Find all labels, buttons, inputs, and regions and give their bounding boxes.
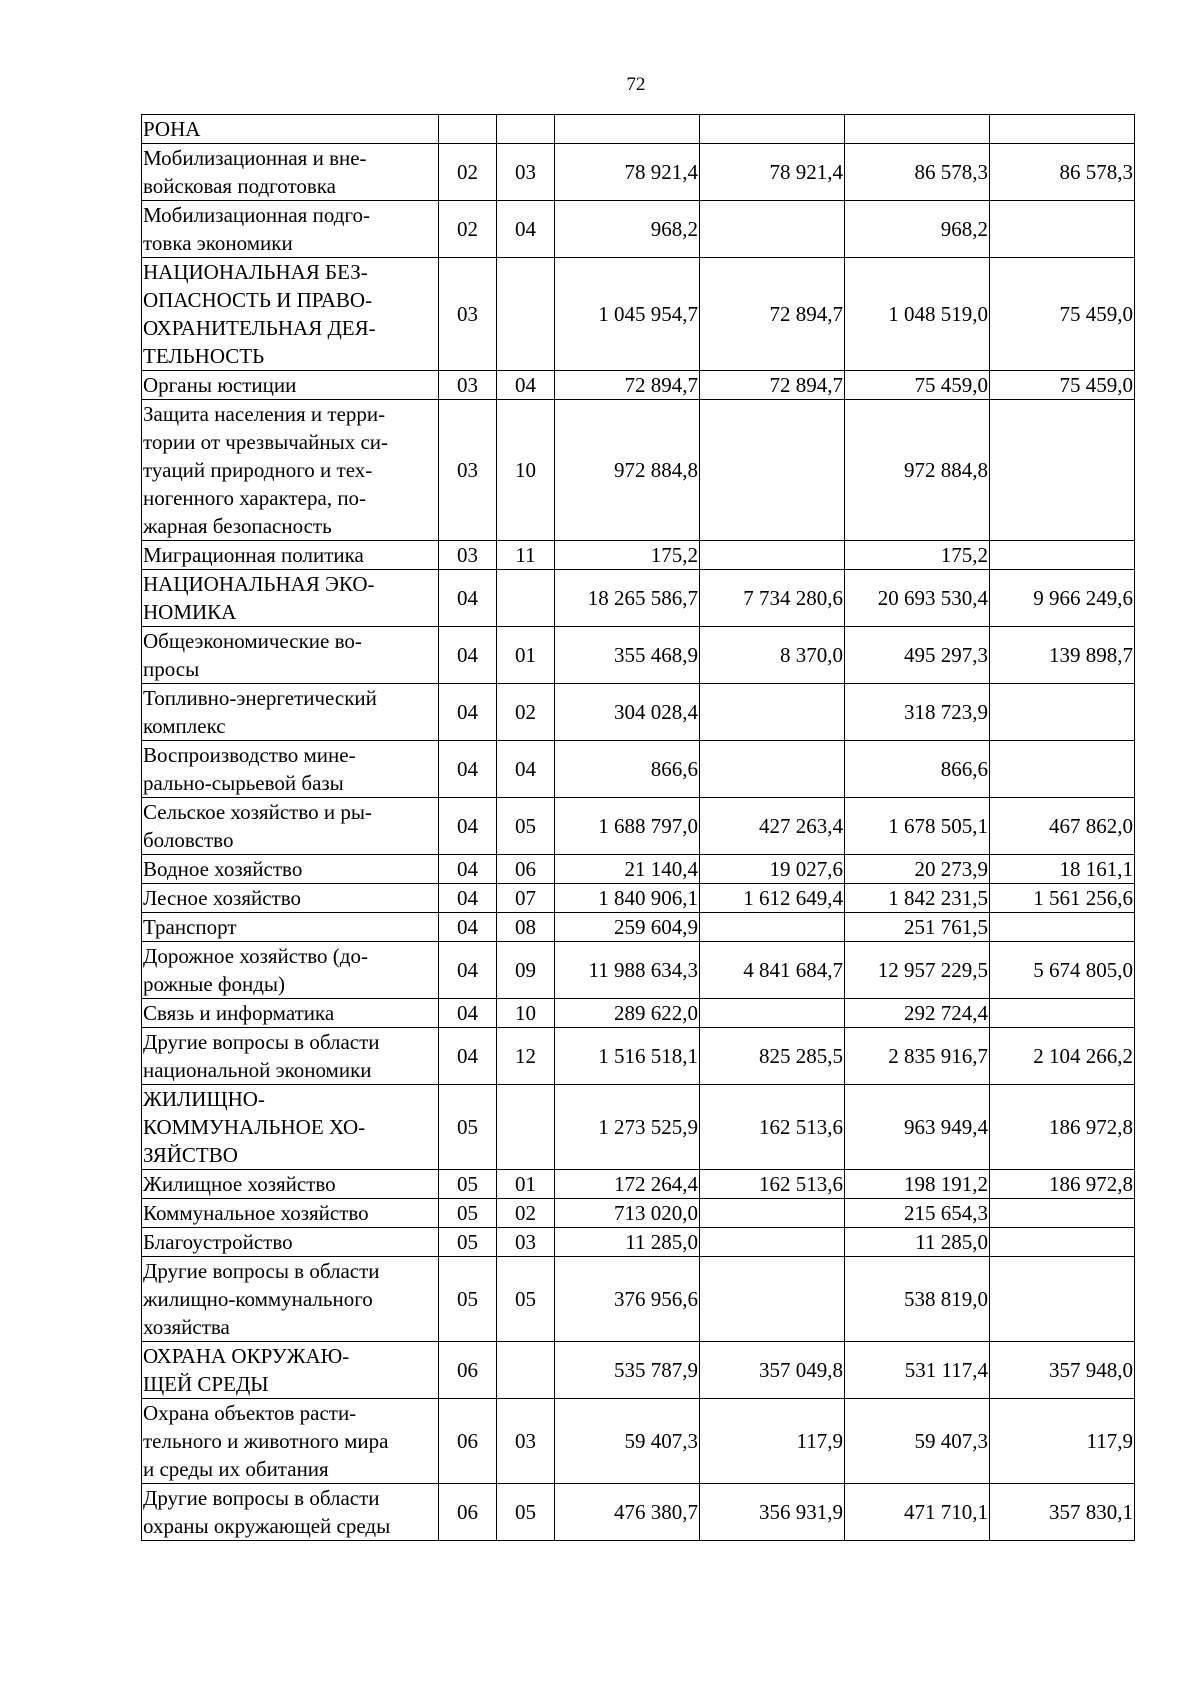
row-name-cell	[142, 144, 439, 201]
amount-cell-1: 18 265 586,7	[555, 570, 700, 627]
subsection-code-cell: 03	[497, 1228, 555, 1257]
amount-cell-1: 968,2	[555, 201, 700, 258]
row-name-line: Жилищное хозяйство	[143, 1172, 336, 1196]
section-code-cell: 04	[439, 884, 497, 913]
subsection-code-cell: 10	[497, 999, 555, 1028]
subsection-code-cell: 05	[497, 1257, 555, 1342]
amount-cell-1: 11 285,0	[555, 1228, 700, 1257]
subsection-code-cell	[497, 115, 555, 144]
row-name-line: Топливно-энергетический	[143, 686, 377, 710]
amount-cell-3: 1 842 231,5	[845, 884, 990, 913]
row-name-cell	[142, 1484, 439, 1541]
amount-cell-1: 172 264,4	[555, 1170, 700, 1199]
amount-cell-1: 1 045 954,7	[555, 258, 700, 371]
table-row	[142, 570, 1135, 627]
row-name-line: боловство	[143, 828, 234, 852]
amount-cell-3: 1 048 519,0	[845, 258, 990, 371]
amount-cell-2	[700, 1228, 845, 1257]
row-name-line: Другие вопросы в области	[143, 1259, 380, 1283]
section-code-cell: 03	[439, 400, 497, 541]
amount-cell-1: 78 921,4	[555, 144, 700, 201]
row-name-cell	[142, 884, 439, 913]
amount-cell-3: 251 761,5	[845, 913, 990, 942]
amount-cell-4: 186 972,8	[990, 1170, 1135, 1199]
amount-cell-1	[555, 115, 700, 144]
row-name-line: КОММУНАЛЬНОЕ ХО-	[143, 1115, 366, 1139]
subsection-code-cell: 02	[497, 1199, 555, 1228]
row-name-cell	[142, 942, 439, 999]
amount-cell-2: 427 263,4	[700, 798, 845, 855]
amount-cell-1: 376 956,6	[555, 1257, 700, 1342]
row-name-cell	[142, 1342, 439, 1399]
section-code-cell: 06	[439, 1399, 497, 1484]
amount-cell-2	[700, 741, 845, 798]
row-name-line: Водное хозяйство	[143, 857, 303, 881]
table-row	[142, 1028, 1135, 1085]
table-row	[142, 541, 1135, 570]
row-name-line: ОХРАНА ОКРУЖАЮ-	[143, 1344, 350, 1368]
row-name-line: ногенного характера, по-	[143, 486, 367, 510]
amount-cell-2: 78 921,4	[700, 144, 845, 201]
subsection-code-cell	[497, 1342, 555, 1399]
amount-cell-4	[990, 541, 1135, 570]
row-name-line: ОХРАНИТЕЛЬНАЯ ДЕЯ-	[143, 316, 376, 340]
budget-table	[141, 114, 1135, 1541]
amount-cell-1: 1 688 797,0	[555, 798, 700, 855]
section-code-cell: 05	[439, 1228, 497, 1257]
section-code-cell: 02	[439, 201, 497, 258]
section-code-cell: 06	[439, 1342, 497, 1399]
subsection-code-cell: 01	[497, 1170, 555, 1199]
amount-cell-2: 357 049,8	[700, 1342, 845, 1399]
amount-cell-4: 75 459,0	[990, 371, 1135, 400]
row-name-line: охраны окружающей среды	[143, 1514, 391, 1538]
amount-cell-2: 19 027,6	[700, 855, 845, 884]
row-name-line: Миграционная политика	[143, 543, 364, 567]
row-name-cell	[142, 1028, 439, 1085]
row-name-line: Коммунальное хозяйство	[143, 1201, 369, 1225]
row-name-cell	[142, 1228, 439, 1257]
amount-cell-4: 9 966 249,6	[990, 570, 1135, 627]
amount-cell-4: 357 948,0	[990, 1342, 1135, 1399]
amount-cell-1: 59 407,3	[555, 1399, 700, 1484]
row-name-line: Лесное хозяйство	[143, 886, 301, 910]
table-row	[142, 913, 1135, 942]
subsection-code-cell: 11	[497, 541, 555, 570]
row-name-line: Транспорт	[143, 915, 237, 939]
row-name-line: товка экономики	[143, 231, 293, 255]
row-name-cell	[142, 741, 439, 798]
amount-cell-3: 86 578,3	[845, 144, 990, 201]
table-row	[142, 1199, 1135, 1228]
amount-cell-3: 471 710,1	[845, 1484, 990, 1541]
amount-cell-3: 75 459,0	[845, 371, 990, 400]
amount-cell-2	[700, 1199, 845, 1228]
amount-cell-1: 866,6	[555, 741, 700, 798]
subsection-code-cell: 03	[497, 1399, 555, 1484]
subsection-code-cell: 04	[497, 741, 555, 798]
row-name-line: национальной экономики	[143, 1058, 372, 1082]
amount-cell-3: 531 117,4	[845, 1342, 990, 1399]
subsection-code-cell: 05	[497, 798, 555, 855]
subsection-code-cell: 05	[497, 1484, 555, 1541]
row-name-line: Другие вопросы в области	[143, 1030, 380, 1054]
subsection-code-cell: 04	[497, 201, 555, 258]
table-row	[142, 1228, 1135, 1257]
row-name-cell	[142, 570, 439, 627]
row-name-line: тории от чрезвычайных си-	[143, 430, 389, 454]
amount-cell-1: 259 604,9	[555, 913, 700, 942]
amount-cell-3: 495 297,3	[845, 627, 990, 684]
row-name-cell	[142, 371, 439, 400]
row-name-line: войсковая подготовка	[143, 174, 336, 198]
row-name-cell	[142, 1085, 439, 1170]
row-name-line: Воспроизводство мине-	[143, 743, 356, 767]
row-name-line: Охрана объектов расти-	[143, 1401, 357, 1425]
amount-cell-4	[990, 1199, 1135, 1228]
table-row	[142, 1257, 1135, 1342]
amount-cell-2: 7 734 280,6	[700, 570, 845, 627]
row-name-cell	[142, 684, 439, 741]
row-name-cell	[142, 1257, 439, 1342]
row-name-line: Другие вопросы в области	[143, 1486, 380, 1510]
amount-cell-4: 86 578,3	[990, 144, 1135, 201]
subsection-code-cell	[497, 1085, 555, 1170]
row-name-cell	[142, 999, 439, 1028]
table-row	[142, 400, 1135, 541]
row-name-line: ОПАСНОСТЬ И ПРАВО-	[143, 288, 373, 312]
amount-cell-4: 1 561 256,6	[990, 884, 1135, 913]
amount-cell-3: 318 723,9	[845, 684, 990, 741]
amount-cell-2: 162 513,6	[700, 1085, 845, 1170]
amount-cell-3: 59 407,3	[845, 1399, 990, 1484]
amount-cell-4	[990, 999, 1135, 1028]
row-name-cell	[142, 115, 439, 144]
section-code-cell: 04	[439, 741, 497, 798]
amount-cell-2	[700, 684, 845, 741]
amount-cell-2	[700, 1257, 845, 1342]
amount-cell-3: 968,2	[845, 201, 990, 258]
section-code-cell: 04	[439, 570, 497, 627]
row-name-line: ЩЕЙ СРЕДЫ	[143, 1372, 269, 1396]
subsection-code-cell: 02	[497, 684, 555, 741]
row-name-line: просы	[143, 657, 200, 681]
amount-cell-2: 72 894,7	[700, 371, 845, 400]
section-code-cell: 04	[439, 1028, 497, 1085]
row-name-line: ТЕЛЬНОСТЬ	[143, 344, 265, 368]
row-name-line: Дорожное хозяйство (до-	[143, 944, 368, 968]
amount-cell-4: 139 898,7	[990, 627, 1135, 684]
amount-cell-1: 11 988 634,3	[555, 942, 700, 999]
row-name-line: хозяйства	[143, 1315, 230, 1339]
section-code-cell	[439, 115, 497, 144]
amount-cell-2: 4 841 684,7	[700, 942, 845, 999]
subsection-code-cell	[497, 570, 555, 627]
section-code-cell: 05	[439, 1170, 497, 1199]
amount-cell-2: 117,9	[700, 1399, 845, 1484]
section-code-cell: 04	[439, 684, 497, 741]
amount-cell-4: 75 459,0	[990, 258, 1135, 371]
row-name-cell	[142, 1199, 439, 1228]
amount-cell-1: 304 028,4	[555, 684, 700, 741]
amount-cell-3: 12 957 229,5	[845, 942, 990, 999]
amount-cell-2	[700, 201, 845, 258]
amount-cell-3: 20 693 530,4	[845, 570, 990, 627]
amount-cell-1: 972 884,8	[555, 400, 700, 541]
amount-cell-4	[990, 115, 1135, 144]
amount-cell-2	[700, 115, 845, 144]
table-body	[142, 115, 1135, 1541]
amount-cell-4	[990, 1257, 1135, 1342]
table-row	[142, 115, 1135, 144]
table-row	[142, 1085, 1135, 1170]
amount-cell-1: 355 468,9	[555, 627, 700, 684]
row-name-line: Благоустройство	[143, 1230, 293, 1254]
row-name-cell	[142, 798, 439, 855]
table-row	[142, 627, 1135, 684]
amount-cell-1: 1 840 906,1	[555, 884, 700, 913]
table-row	[142, 1399, 1135, 1484]
table-row	[142, 798, 1135, 855]
section-code-cell: 02	[439, 144, 497, 201]
row-name-cell	[142, 855, 439, 884]
amount-cell-2: 8 370,0	[700, 627, 845, 684]
table-row	[142, 942, 1135, 999]
table-row	[142, 1484, 1135, 1541]
row-name-cell	[142, 1399, 439, 1484]
subsection-code-cell: 12	[497, 1028, 555, 1085]
row-name-line: и среды их обитания	[143, 1457, 329, 1481]
section-code-cell: 05	[439, 1199, 497, 1228]
row-name-line: НАЦИОНАЛЬНАЯ БЕЗ-	[143, 260, 368, 284]
amount-cell-1: 21 140,4	[555, 855, 700, 884]
row-name-line: НОМИКА	[143, 600, 237, 624]
table-row	[142, 1342, 1135, 1399]
row-name-cell	[142, 1170, 439, 1199]
row-name-line: жарная безопасность	[143, 514, 332, 538]
amount-cell-4: 467 862,0	[990, 798, 1135, 855]
table-row	[142, 258, 1135, 371]
row-name-line: ЖИЛИЩНО-	[143, 1087, 265, 1111]
amount-cell-4	[990, 1228, 1135, 1257]
amount-cell-2	[700, 999, 845, 1028]
amount-cell-4: 357 830,1	[990, 1484, 1135, 1541]
section-code-cell: 03	[439, 541, 497, 570]
table-row	[142, 741, 1135, 798]
amount-cell-3: 292 724,4	[845, 999, 990, 1028]
section-code-cell: 04	[439, 999, 497, 1028]
amount-cell-3: 2 835 916,7	[845, 1028, 990, 1085]
amount-cell-3	[845, 115, 990, 144]
amount-cell-2: 72 894,7	[700, 258, 845, 371]
amount-cell-3: 866,6	[845, 741, 990, 798]
amount-cell-3: 20 273,9	[845, 855, 990, 884]
amount-cell-3: 972 884,8	[845, 400, 990, 541]
amount-cell-1: 1 516 518,1	[555, 1028, 700, 1085]
amount-cell-4	[990, 684, 1135, 741]
subsection-code-cell: 06	[497, 855, 555, 884]
row-name-line: Связь и информатика	[143, 1001, 335, 1025]
amount-cell-2	[700, 541, 845, 570]
section-code-cell: 04	[439, 627, 497, 684]
row-name-line: рально-сырьевой базы	[143, 771, 344, 795]
amount-cell-4: 117,9	[990, 1399, 1135, 1484]
subsection-code-cell: 08	[497, 913, 555, 942]
table-row	[142, 371, 1135, 400]
subsection-code-cell: 10	[497, 400, 555, 541]
table-row	[142, 855, 1135, 884]
amount-cell-1: 289 622,0	[555, 999, 700, 1028]
table-row	[142, 144, 1135, 201]
subsection-code-cell: 09	[497, 942, 555, 999]
row-name-line: Общеэкономические во-	[143, 629, 362, 653]
amount-cell-2: 1 612 649,4	[700, 884, 845, 913]
amount-cell-1: 72 894,7	[555, 371, 700, 400]
amount-cell-4: 5 674 805,0	[990, 942, 1135, 999]
row-name-line: рожные фонды)	[143, 972, 286, 996]
amount-cell-4: 186 972,8	[990, 1085, 1135, 1170]
amount-cell-2	[700, 400, 845, 541]
amount-cell-4: 2 104 266,2	[990, 1028, 1135, 1085]
amount-cell-2: 162 513,6	[700, 1170, 845, 1199]
page-number: 72	[626, 74, 646, 95]
amount-cell-3: 11 285,0	[845, 1228, 990, 1257]
section-code-cell: 04	[439, 855, 497, 884]
row-name-line: ЗЯЙСТВО	[143, 1143, 238, 1167]
section-code-cell: 03	[439, 258, 497, 371]
row-name-line: Мобилизационная и вне-	[143, 146, 367, 170]
row-name-cell	[142, 258, 439, 371]
amount-cell-4	[990, 400, 1135, 541]
row-name-line: РОНА	[143, 117, 201, 141]
subsection-code-cell: 07	[497, 884, 555, 913]
row-name-line: НАЦИОНАЛЬНАЯ ЭКО-	[143, 572, 375, 596]
section-code-cell: 05	[439, 1257, 497, 1342]
amount-cell-4	[990, 741, 1135, 798]
table-row	[142, 684, 1135, 741]
row-name-cell	[142, 913, 439, 942]
amount-cell-2: 825 285,5	[700, 1028, 845, 1085]
row-name-cell	[142, 400, 439, 541]
row-name-line: жилищно-коммунального	[143, 1287, 373, 1311]
row-name-cell	[142, 201, 439, 258]
section-code-cell: 06	[439, 1484, 497, 1541]
amount-cell-1: 713 020,0	[555, 1199, 700, 1228]
table-row	[142, 884, 1135, 913]
section-code-cell: 03	[439, 371, 497, 400]
row-name-line: комплекс	[143, 714, 226, 738]
section-code-cell: 05	[439, 1085, 497, 1170]
row-name-line: тельного и животного мира	[143, 1429, 389, 1453]
subsection-code-cell: 04	[497, 371, 555, 400]
amount-cell-3: 175,2	[845, 541, 990, 570]
amount-cell-3: 198 191,2	[845, 1170, 990, 1199]
amount-cell-4: 18 161,1	[990, 855, 1135, 884]
subsection-code-cell: 03	[497, 144, 555, 201]
section-code-cell: 04	[439, 942, 497, 999]
amount-cell-1: 175,2	[555, 541, 700, 570]
row-name-line: Мобилизационная подго-	[143, 203, 370, 227]
subsection-code-cell	[497, 258, 555, 371]
amount-cell-1: 476 380,7	[555, 1484, 700, 1541]
row-name-line: туаций природного и тех-	[143, 458, 373, 482]
amount-cell-4	[990, 201, 1135, 258]
row-name-line: Сельское хозяйство и ры-	[143, 800, 372, 824]
section-code-cell: 04	[439, 913, 497, 942]
amount-cell-1: 535 787,9	[555, 1342, 700, 1399]
amount-cell-2: 356 931,9	[700, 1484, 845, 1541]
row-name-line: Защита населения и терри-	[143, 402, 386, 426]
amount-cell-1: 1 273 525,9	[555, 1085, 700, 1170]
row-name-cell	[142, 627, 439, 684]
row-name-line: Органы юстиции	[143, 373, 297, 397]
amount-cell-4	[990, 913, 1135, 942]
amount-cell-3: 1 678 505,1	[845, 798, 990, 855]
amount-cell-2	[700, 913, 845, 942]
row-name-cell	[142, 541, 439, 570]
section-code-cell: 04	[439, 798, 497, 855]
subsection-code-cell: 01	[497, 627, 555, 684]
amount-cell-3: 963 949,4	[845, 1085, 990, 1170]
amount-cell-3: 538 819,0	[845, 1257, 990, 1342]
table-row	[142, 1170, 1135, 1199]
table-row	[142, 999, 1135, 1028]
amount-cell-3: 215 654,3	[845, 1199, 990, 1228]
table-row	[142, 201, 1135, 258]
